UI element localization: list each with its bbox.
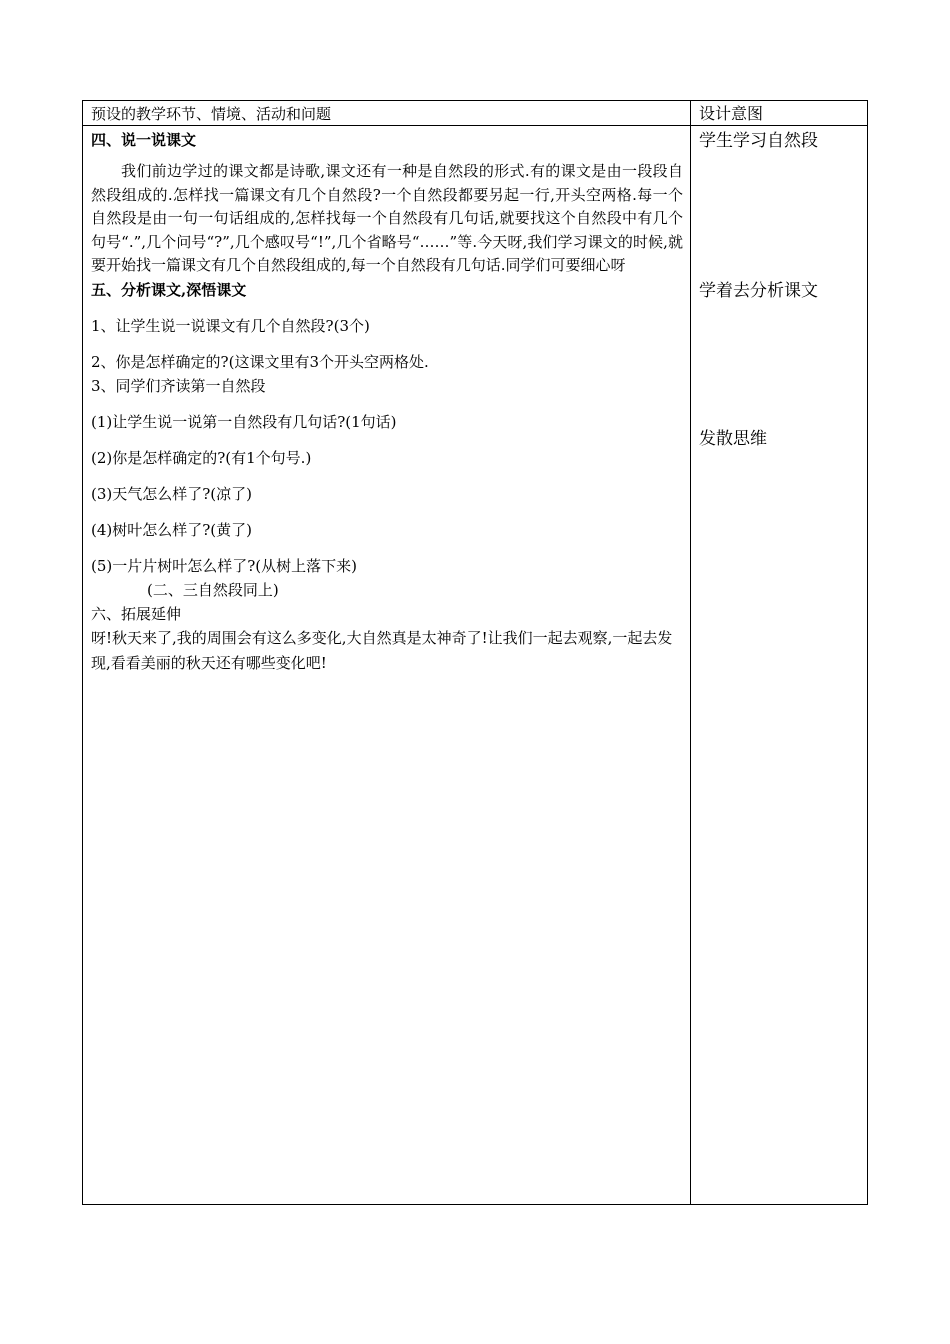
design-note: 学着去分析课文 <box>699 281 818 301</box>
design-note: 学生学习自然段 <box>699 131 818 151</box>
sub-list-item: (5)一片片树叶怎么样了?(从树上落下来) <box>91 556 357 575</box>
section-4-paragraph: 我们前边学过的课文都是诗歌,课文还有一种是自然段的形式.有的课文是由一段段自然段组成的.怎样找一篇课文有几个自然段?一个自然段都要另起一行,开头空两格.每一个自然段是由一句一句话组成的,怎样找每一个自然段有几句话,就要找这个自然段中有几个句号“.”,几个问号“?”,几个感叹号“!”,几个省略号“……”等.今天呀,我们学习课文的时候,就要开始找一篇课文有几个自然段组成的,每一个自然段有几句话.同学们可要细心呀 <box>91 162 683 274</box>
list-item: 2、你是怎样确定的?(这课文里有3个开头空两格处. <box>91 352 429 371</box>
column-divider <box>690 101 691 1204</box>
same-as-above-note: (二、三自然段同上) <box>147 580 279 599</box>
list-item: 1、让学生说一说课文有几个自然段?(3个) <box>91 316 370 335</box>
section-4-title: 四、说一说课文 <box>91 131 197 149</box>
design-note: 发散思维 <box>699 429 767 449</box>
list-item: 3、同学们齐读第一自然段 <box>91 376 266 395</box>
sub-list-item: (3)天气怎么样了?(凉了) <box>91 484 252 503</box>
sub-list-item: (4)树叶怎么样了?(黄了) <box>91 520 252 539</box>
section-6-title: 六、拓展延伸 <box>91 604 182 623</box>
sub-list-item: (1)让学生说一说第一自然段有几句话?(1句话) <box>91 412 397 431</box>
header-design-intent: 设计意图 <box>699 104 764 123</box>
header-teaching-steps: 预设的教学环节、情境、活动和问题 <box>91 105 332 123</box>
teaching-content <box>91 128 683 676</box>
section-5-title: 五、分析课文,深悟课文 <box>91 280 247 299</box>
closing-paragraph: 呀!秋天来了,我的周围会有这么多变化,大自然真是太神奇了!让我们一起去观察,一起去发现,看看美丽的秋天还有哪些变化吧! <box>91 628 673 672</box>
header-row-divider <box>83 125 867 126</box>
lesson-plan-table <box>82 100 868 1205</box>
sub-list-item: (2)你是怎样确定的?(有1个句号.) <box>91 448 312 467</box>
